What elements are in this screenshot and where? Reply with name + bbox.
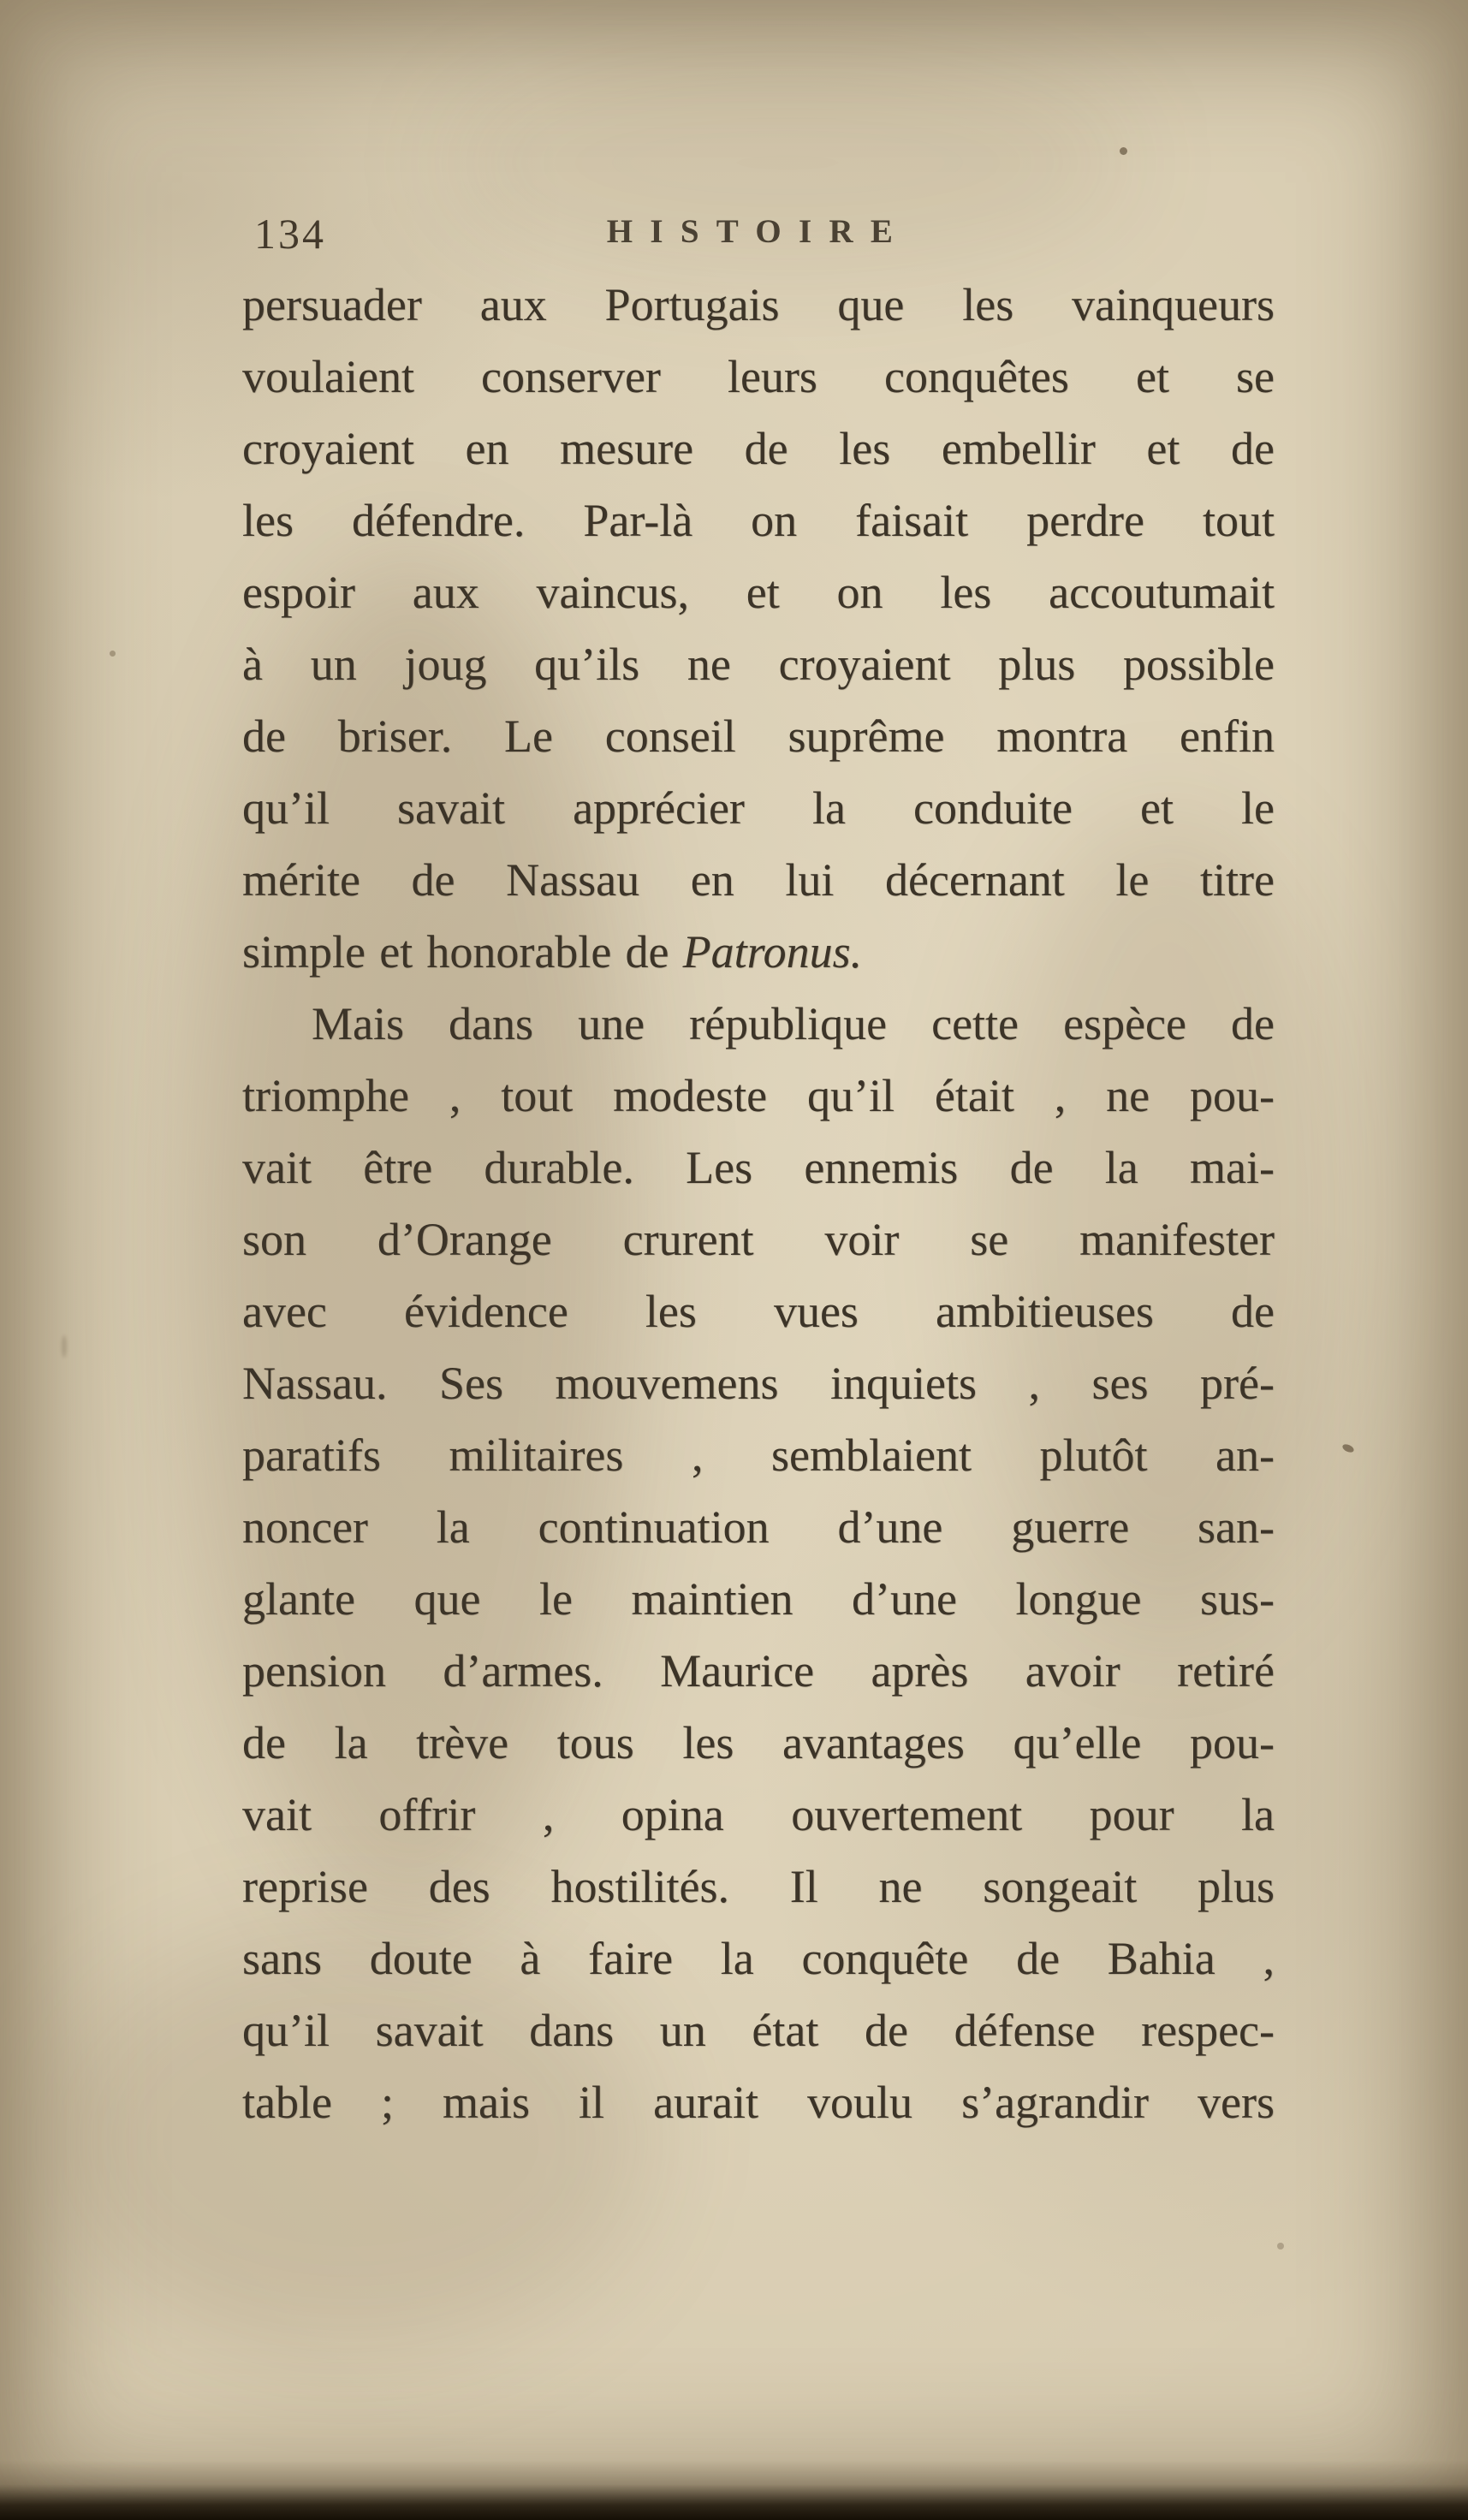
body-line: Nassau. Ses mouvemens inquiets , ses pré- (242, 1358, 1275, 1409)
body-line: reprise des hostilités. Il ne songeait plus (242, 1861, 1275, 1912)
body-line: qu’il savait dans un état de défense respec- (242, 2005, 1275, 2056)
paper-speck (1341, 1442, 1355, 1453)
body-line: mérite de Nassau en lui décernant le titre (242, 854, 1275, 906)
body-line: triomphe , tout modeste qu’il était , ne pou- (242, 1070, 1275, 1121)
body-line: croyaient en mesure de les embellir et de (242, 423, 1275, 474)
page-number: 134 (254, 210, 326, 258)
body-line: les défendre. Par-là on faisait perdre tout (242, 495, 1275, 546)
body-line: voulaient conserver leurs conquêtes et se (242, 351, 1275, 402)
paper-speck (1277, 2243, 1284, 2250)
body-line: sans doute à faire la conquête de Bahia , (242, 1933, 1275, 1984)
paper-speck (62, 1335, 67, 1358)
body-line: qu’il savait apprécier la conduite et le (242, 782, 1275, 834)
body-text-italic: Patronus. (682, 926, 863, 978)
body-line: vait offrir , opina ouvertement pour la (242, 1789, 1275, 1840)
body-line: persuader aux Portugais que les vainqueurs (242, 279, 1275, 330)
paper-speck (1120, 147, 1127, 155)
body-line: avec évidence les vues ambitieuses de (242, 1286, 1275, 1337)
page-header (242, 204, 1275, 264)
body-line: espoir aux vaincus, et on les accoutumait (242, 567, 1275, 618)
body-line: table ; mais il aurait voulu s’agrandir vers (242, 2077, 1275, 2128)
body-line: pension d’armes. Maurice après avoir retiré (242, 1645, 1275, 1697)
body-line: Mais dans une république cette espèce de (312, 998, 1275, 1049)
paper-speck (110, 651, 116, 657)
body-line (242, 916, 1275, 988)
body-line: paratifs militaires , semblaient plutôt an- (242, 1429, 1275, 1481)
body-line: glante que le maintien d’une longue sus- (242, 1573, 1275, 1625)
body-line: de la trève tous les avantages qu’elle pou- (242, 1717, 1275, 1768)
body-line: noncer la continuation d’une guerre san- (242, 1501, 1275, 1553)
body-text: simple et honorable de (242, 926, 683, 978)
body-line: vait être durable. Les ennemis de la mai- (242, 1142, 1275, 1193)
text-block (242, 269, 1275, 2138)
body-line: à un joug qu’ils ne croyaient plus possible (242, 639, 1275, 690)
page-bottom-edge (0, 2460, 1468, 2520)
body-line: de briser. Le conseil suprême montra enfin (242, 710, 1275, 762)
body-line: son d’Orange crurent voir se manifester (242, 1214, 1275, 1265)
running-header: HISTOIRE (606, 213, 911, 250)
